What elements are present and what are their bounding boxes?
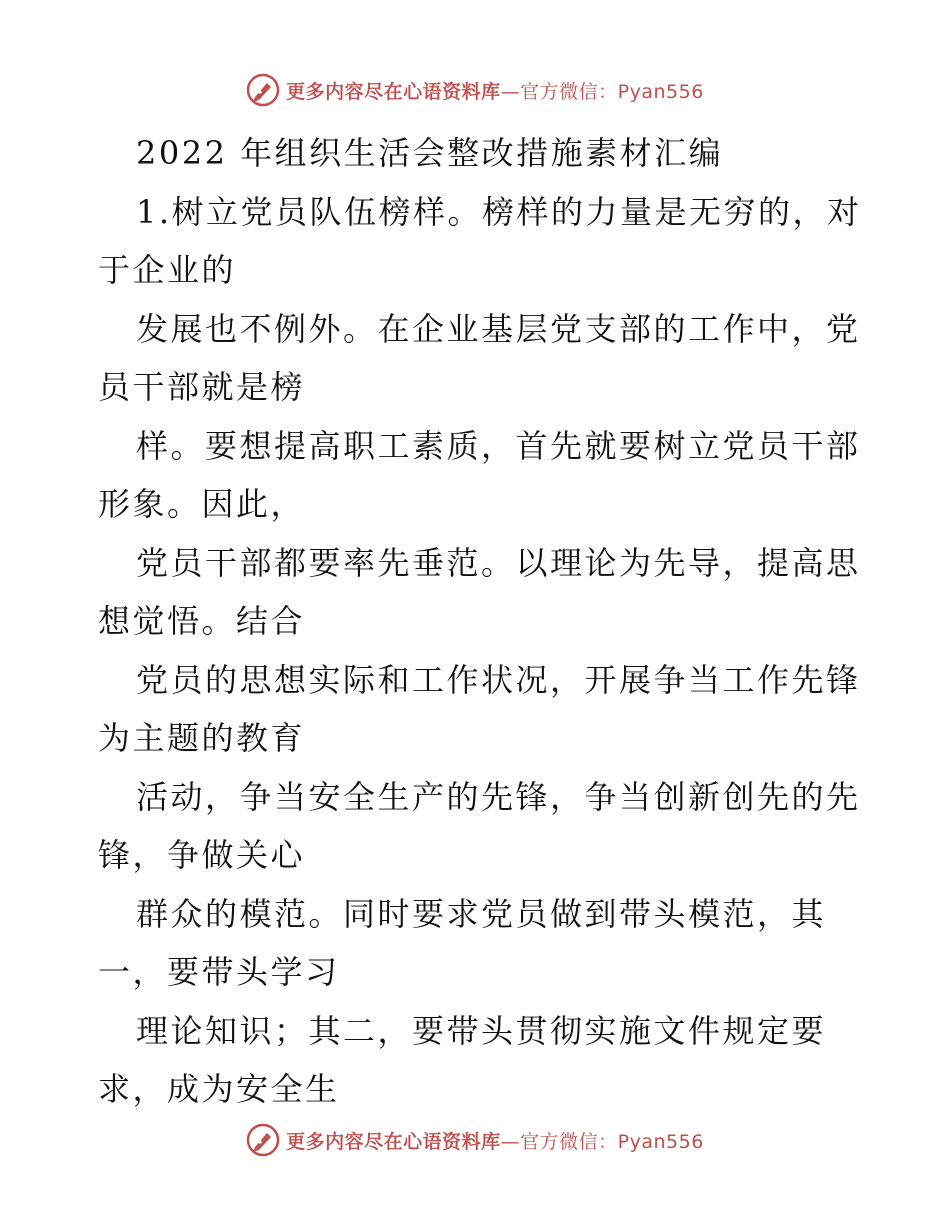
banner-separator: — — [500, 80, 521, 103]
body-line: 群众的模范。同时要求党员做到带头模范，其 — [136, 894, 827, 933]
banner-separator: — — [500, 1130, 521, 1153]
banner-slogan: 更多内容尽在心语资料库 — [286, 1130, 501, 1153]
body-line: 理论知识；其二，要带头贯彻实施文件规定要 — [136, 1011, 827, 1050]
footer-banner — [0, 1122, 950, 1158]
banner-slogan: 更多内容尽在心语资料库 — [286, 80, 501, 103]
body-line: 为主题的教育 — [98, 719, 306, 757]
body-line: 发展也不例外。在企业基层党支部的工作中，党 — [136, 309, 861, 348]
body-line: 样。要想提高职工素质，首先就要树立党员干部 — [136, 426, 861, 465]
document-body — [98, 124, 862, 1119]
banner-wechat: 官方微信：Pyan556 — [520, 1130, 704, 1153]
pen-logo-icon — [246, 1123, 280, 1157]
body-line: 求，成为安全生 — [98, 1070, 340, 1108]
body-line: 活动，争当安全生产的先锋，争当创新创先的先 — [136, 777, 861, 816]
body-line: 员干部就是榜 — [98, 368, 306, 406]
body-line: 党员的思想实际和工作状况，开展争当工作先锋 — [136, 660, 861, 699]
header-banner — [0, 72, 950, 108]
body-line: 于企业的 — [98, 251, 237, 289]
banner-wechat: 官方微信：Pyan556 — [520, 80, 704, 103]
document-title: 2022 年组织生活会整改措施素材汇编 — [136, 134, 724, 172]
body-line: 1.树立党员队伍榜样。榜样的力量是无穷的，对 — [136, 192, 862, 231]
body-line: 党员干部都要率先垂范。以理论为先导，提高思 — [136, 543, 861, 582]
body-line: 锋，争做关心 — [98, 836, 306, 874]
body-line: 形象。因此， — [98, 485, 306, 523]
body-line: 一，要带头学习 — [98, 953, 340, 991]
body-line: 想觉悟。结合 — [98, 602, 306, 640]
pen-logo-icon — [246, 73, 280, 107]
